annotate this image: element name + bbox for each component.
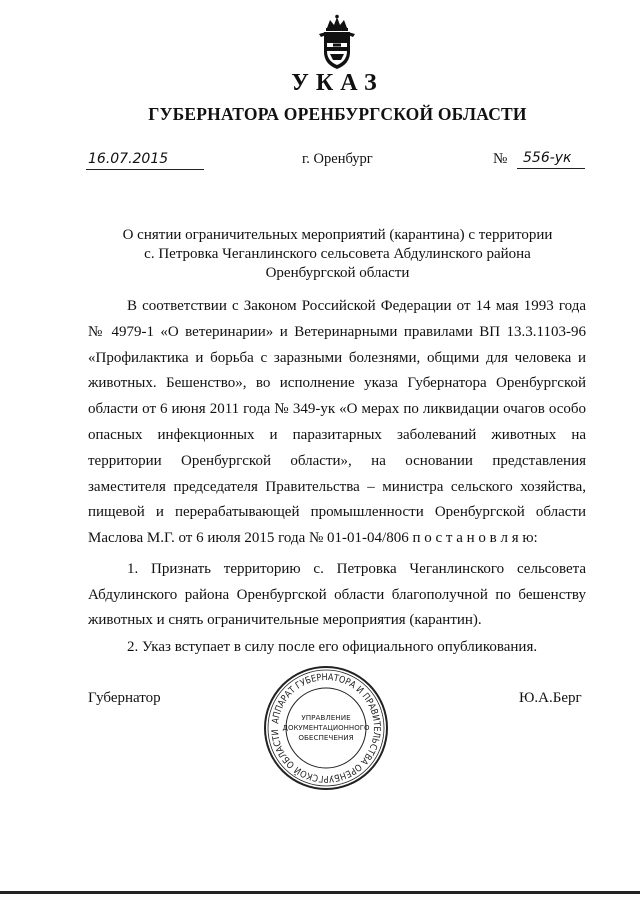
heading-line: с. Петровка Чеганлинского сельсовета Абдулинского района [144,246,531,262]
bottom-border-line [0,891,640,894]
seal-ring-text: АППАРАТ ГУБЕРНАТОРА И ПРАВИТЕЛЬСТВА ОРЕНБУРГСКОЙ ОБЛАСТИ [269,671,383,785]
decree-item-1 [88,557,586,634]
item-line: Абдулинского района Оренбургской области благополучной по бешенству [88,586,586,603]
heading-line: Оренбургской области [265,265,410,281]
body-line: Маслова М.Г. от 6 июля 2015 года № 01-01-04/806 п о с т а н о в л я ю: [88,530,538,547]
body-line: «Профилактика и борьба с заразными болезнями, общими для человека и [88,349,586,366]
seal-center-line: ОБЕСПЕЧЕНИЯ [298,733,354,742]
heading-line: О снятии ограничительных мероприятий (карантина) с территории [122,227,553,243]
decree-date-field [86,151,204,173]
city-label: г. Оренбург [302,151,373,167]
decree-number: 556-ук [523,150,572,166]
item-line: животных и снять ограничительные мероприятия (карантин). [88,612,482,628]
date-underline [86,169,204,170]
seal-graphic [262,664,390,792]
decree-number-field [493,150,585,172]
body-line: опасных инфекционных и паразитарных заболеваний животных на [88,426,586,443]
body-line: № 4979-1 «О ветеринарии» и Ветеринарными правилами ВП 13.3.1103-96 [88,323,586,340]
body-line: заместителя председателя Правительства – министра сельского хозяйства, [88,478,586,495]
body-line: области от 6 июня 2011 года № 349-ук «О мерах по ликвидации очагов особо [88,401,586,418]
body-line: В соответствии с Законом Российской Федерации от 14 мая 1993 года [127,298,586,314]
seal-center-line: ДОКУМЕНТАЦИОННОГО [282,724,370,732]
body-line: пищевой и перерабатывающей промышленности Оренбургской области [88,504,586,521]
number-symbol: № [493,151,508,167]
decree-date: 16.07.2015 [88,151,169,167]
signatory-position: Губернатор [88,690,161,706]
body-line: животных. Бешенство», во исполнение указа Губернатора Оренбургской [88,375,586,392]
coat-of-arms-icon [313,14,361,72]
coat-of-arms-graphic [313,14,361,72]
preamble-paragraph [88,294,586,552]
decree-heading [90,226,585,283]
body-line: территории Оренбургской области», на основании представления [88,452,586,469]
document-title: УКАЗ [291,70,384,96]
signatory-name: Ю.А.Берг [519,690,582,706]
official-seal-icon [262,664,390,792]
decree-item-2: 2. Указ вступает в силу после его официального опубликования. [127,639,538,655]
item-line: 1. Признать территорию с. Петровка Чеганлинского сельсовета [127,561,586,577]
document-subtitle: ГУБЕРНАТОРА ОРЕНБУРГСКОЙ ОБЛАСТИ [148,104,527,124]
seal-center-line: УПРАВЛЕНИЕ [301,713,351,722]
number-underline [517,168,585,169]
